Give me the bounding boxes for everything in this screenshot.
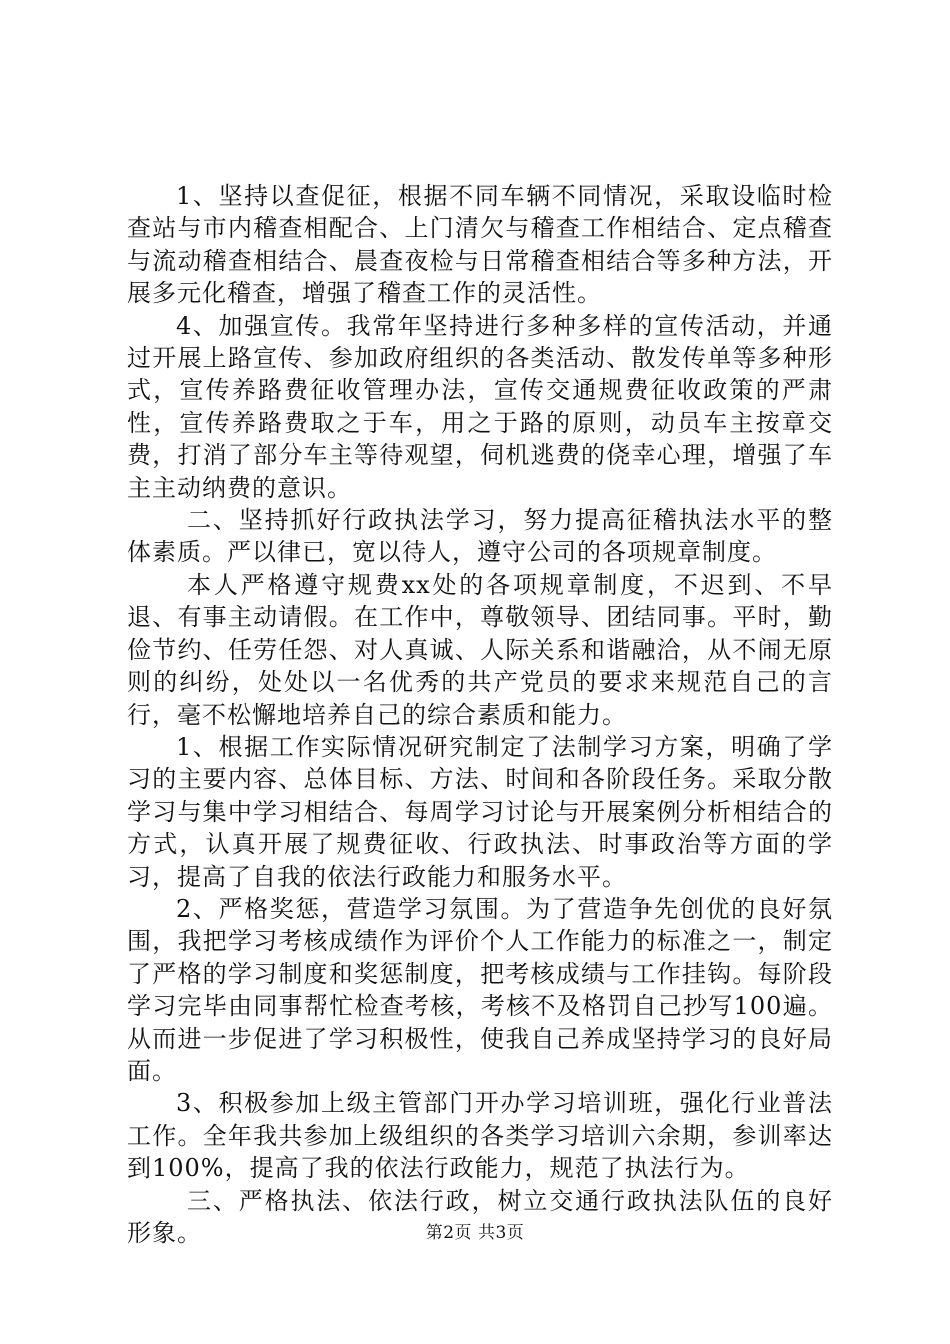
- paragraph-study-plan: 1、根据工作实际情况研究制定了法制学习方案，明确了学习的主要内容、总体目标、方法、时间和各阶段任务。采取分散学习与集中学习相结合、每周学习讨论与开展案例分析相结合的方式，认真开展了规费征收、行政执法、时事政治等方面的学习，提高了自我的依法行政能力和服务水平。: [127, 732, 833, 891]
- document-body: [127, 180, 833, 1249]
- paragraph-section-three-heading: 三、严格执法、依法行政，树立交通行政执法队伍的良好形象。: [127, 1186, 833, 1247]
- paragraph-section-two-heading: 二、坚持抓好行政执法学习，努力提高征稽执法水平的整体素质。严以律已，宽以待人，遵守公司的各项规章制度。: [127, 506, 833, 567]
- paragraph-publicity: 4、加强宣传。我常年坚持进行多种多样的宣传活动，并通过开展上路宣传、参加政府组织的各类活动、散发传单等多种形式，宣传养路费征收管理办法，宣传交通规费征收政策的严肃性，宣传养路费取之于车，用之于路的原则，动员车主按章交费，打消了部分车主等待观望，伺机逃费的侥幸心理，增强了车主主动纳费的意识。: [127, 311, 833, 502]
- paragraph-training: 3、积极参加上级主管部门开办学习培训班，强化行业普法工作。全年我共参加上级组织的各类学习培训六余期，参训率达到100%，提高了我的依法行政能力，规范了执法行为。: [127, 1089, 833, 1183]
- page-number-footer: 第2页 共3页: [425, 1223, 525, 1243]
- paragraph-inspection-methods: 1、坚持以查促征，根据不同车辆不同情况，采取设临时检查站与市内稽查相配合、上门清欠与稽查工作相结合、定点稽查与流动稽查相结合、晨查夜检与日常稽查相结合等多种方法，开展多元化稽查，增强了稽查工作的灵活性。: [127, 182, 833, 308]
- paragraph-personal-conduct: 本人严格遵守规费xx处的各项规章制度，不迟到、不早退、有事主动请假。在工作中，尊敬领导、团结同事。平时，勤俭节约、任劳任怨、对人真诚、人际关系和谐融洽，从不闹无原则的纠纷，处处以一名优秀的共产党员的要求来规范自己的言行，毫不松懈地培养自己的综合素质和能力。: [127, 570, 833, 729]
- paragraph-rewards-penalties: 2、严格奖惩，营造学习氛围。为了营造争先创优的良好氛围，我把学习考核成绩作为评价个人工作能力的标准之一，制定了严格的学习制度和奖惩制度，把考核成绩与工作挂钩。每阶段学习完毕由同事帮忙检查考核，考核不及格罚自己抄写100遍。从而进一步促进了学习积极性，使我自己养成坚持学习的良好局面。: [127, 894, 833, 1085]
